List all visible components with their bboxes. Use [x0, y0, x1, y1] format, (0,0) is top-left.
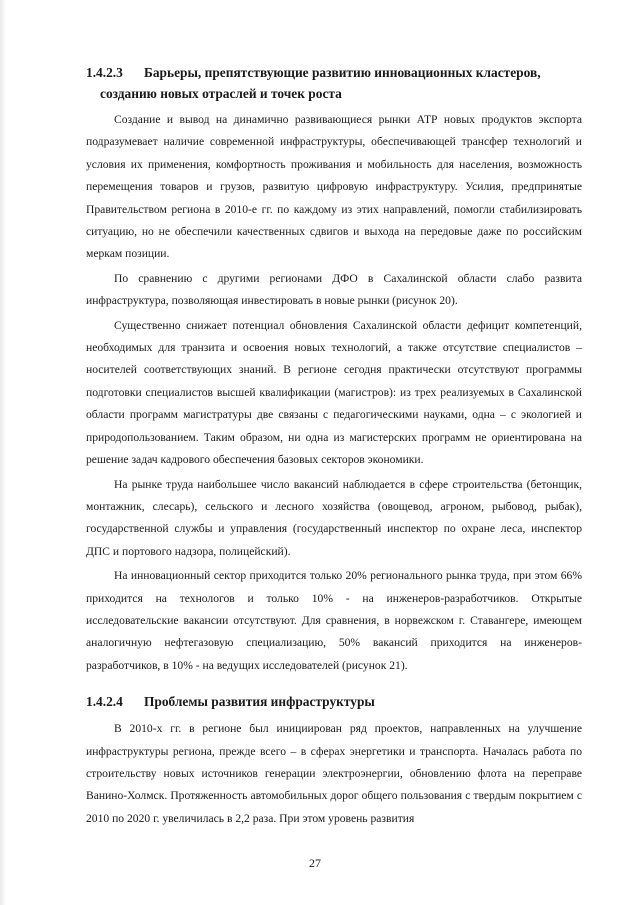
- paragraph: В 2010-х гг. в регионе был инициирован ряд проектов, направленных на улучшение инфраструктуры региона, прежде всего – в сферах энергетики и транспорта. Началась работа по строительству новых источников генерации электроэнергии, обновлению флота на переправе Ванино-Холмск. Протяженность автомобильных дорог общего пользования с твердым покрытием с 2010 по 2020 г. увеличилась в 2,2 раза. При этом уровень развития: [86, 722, 582, 825]
- section-number: 1.4.2.3: [86, 65, 123, 80]
- page-number: 27: [309, 856, 321, 870]
- scan-edge-shadow: [0, 0, 6, 905]
- paragraph: На инновационный сектор приходится только 20% регионального рынка труда, при этом 66% приходится на технологов и только 10% - на инженеров-разработчиков. Открытые исследовательские вакансии отсутствуют. Для сравнения, в норвежском г. Ставангере, имеющем аналогичную нефтегазовую специализацию, 50% вакансий приходится на инженеров-разработчиков, в 10% - на ведущих исследователей (рисунок 21).: [86, 569, 582, 672]
- section-heading-1-4-2-3: [86, 62, 582, 104]
- section-title-line1: Барьеры, препятствующие развитию инновационных кластеров,: [144, 65, 541, 80]
- section-title: Проблемы развития инфраструктуры: [144, 694, 375, 710]
- paragraph: Существенно снижает потенциал обновления Сахалинской области дефицит компетенций, необходимых для транзита и освоения новых технологий, а также отсутствие специалистов – носителей соответствующих знаний. В регионе сегодня практически отсутствуют программы подготовки специалистов высшей квалификации (магистров): из трех реализуемых в Сахалинской области программ магистратуры две связаны с педагогическими науками, одна – с экологией и природопользованием. Таким образом, ни одна из магистерских программ не ориентирована на решение задач кадрового обеспечения базовых секторов экономики.: [86, 318, 582, 467]
- paragraph: На рынке труда наибольшее число вакансий наблюдается в сфере строительства (бетонщик, монтажник, слесарь), сельского и лесного хозяйства (овощевод, агроном, рыбовод, рыбак), государственной службы и управления (государственный инспектор по охране леса, инспектор ДПС и портового надзора, полицейский).: [86, 477, 582, 558]
- section-number: 1.4.2.4: [86, 694, 123, 710]
- section-title-line2: созданию новых отраслей и точек роста: [100, 86, 342, 101]
- paragraph: По сравнению с другими регионами ДФО в Сахалинской области слабо развита инфраструктура, позволяющая инвестировать в новые рынки (рисунок 20).: [86, 271, 582, 308]
- page-content: [86, 62, 582, 832]
- section-heading-1-4-2-4: [86, 691, 582, 712]
- paragraph: Создание и вывод на динамично развивающиеся рынки АТР новых продуктов экспорта подразумевает наличие современной инфраструктуры, обеспечивающей трансфер технологий и условия их применения, комфортность проживания и мобильность для населения, возможность перемещения товаров и грузов, развитую цифровую инфраструктуру. Усилия, предпринятые Правительством региона в 2010-е гг. по каждому из этих направлений, помогли стабилизировать ситуацию, но не обеспечили качественных сдвигов и выхода на передовые даже по российским меркам позиции.: [86, 113, 582, 261]
